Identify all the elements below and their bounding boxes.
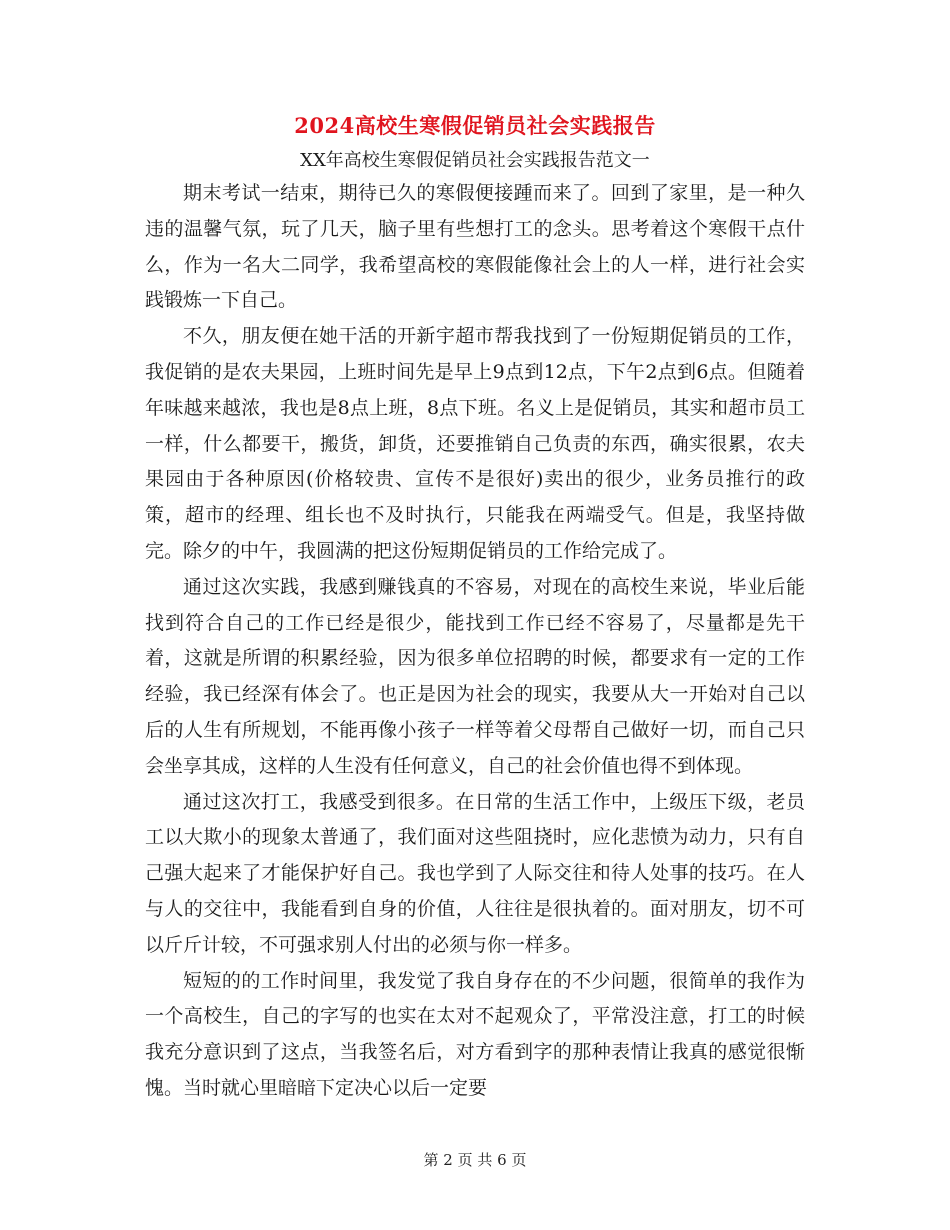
paragraph-5: 短短的的工作时间里，我发觉了我自身存在的不少问题，很简单的我作为一个高校生，自己的字写的也实在太对不起观众了，平常没注意，打工的时候我充分意识到了这点，当我签名后，对方看到字的那种表情让我真的感觉很惭愧。当时就心里暗暗下定决心以后一定要 bbox=[145, 969, 805, 1099]
document-body bbox=[145, 176, 805, 1107]
paragraph-3: 通过这次实践，我感到赚钱真的不容易，对现在的高校生来说，毕业后能找到符合自己的工作已经是很少，能找到工作已经不容易了，尽量都是先干着，这就是所谓的积累经验，因为很多单位招聘的时候，都要求有一定的工作经验，我已经深有体会了。也正是因为社会的现实，我要从大一开始对自己以后的人生有所规划，不能再像小孩子一样等着父母帮自己做好一切，而自己只会坐享其成，这样的人生没有任何意义，自己的社会价值也得不到体现。 bbox=[145, 575, 805, 777]
paragraph-4: 通过这次打工，我感受到很多。在日常的生活工作中，上级压下级，老员工以大欺小的现象太普通了，我们面对这些阻挠时，应化悲愤为动力，只有自己强大起来了才能保护好自己。我也学到了人际交往和待人处事的技巧。在人与人的交往中，我能看到自身的价值，人往往是很执着的。面对朋友，切不可以斤斤计较，不可强求别人付出的必须与你一样多。 bbox=[145, 790, 805, 956]
document-title: 2024高校生寒假促销员社会实践报告 bbox=[294, 113, 656, 138]
paragraph-2: 不久，朋友便在她干活的开新宇超市帮我找到了一份短期促销员的工作，我促销的是农夫果园，上班时间先是早上9点到12点，下午2点到6点。但随着年味越来越浓，我也是8点上班，8点下班。名义上是促销员，其实和超市员工一样，什么都要干，搬货，卸货，还要推销自己负责的东西，确实很累，农夫果园由于各种原因(价格较贵、宣传不是很好)卖出的很少，业务员推行的政策，超市的经理、组长也不及时执行，只能我在两端受气。但是，我坚持做完。除夕的中午，我圆满的把这份短期促销员的工作给完成了。 bbox=[145, 325, 805, 562]
page-number-footer: 第 2 页 共 6 页 bbox=[423, 1151, 527, 1169]
document-subtitle: XX年高校生寒假促销员社会实践报告范文一 bbox=[300, 150, 650, 171]
paragraph-1: 期末考试一结束，期待已久的寒假便接踵而来了。回到了家里，是一种久违的温馨气氛，玩了几天，脑子里有些想打工的念头。思考着这个寒假干点什么，作为一名大二同学，我希望高校的寒假能像社会上的人一样，进行社会实践锻炼一下自己。 bbox=[145, 182, 805, 312]
